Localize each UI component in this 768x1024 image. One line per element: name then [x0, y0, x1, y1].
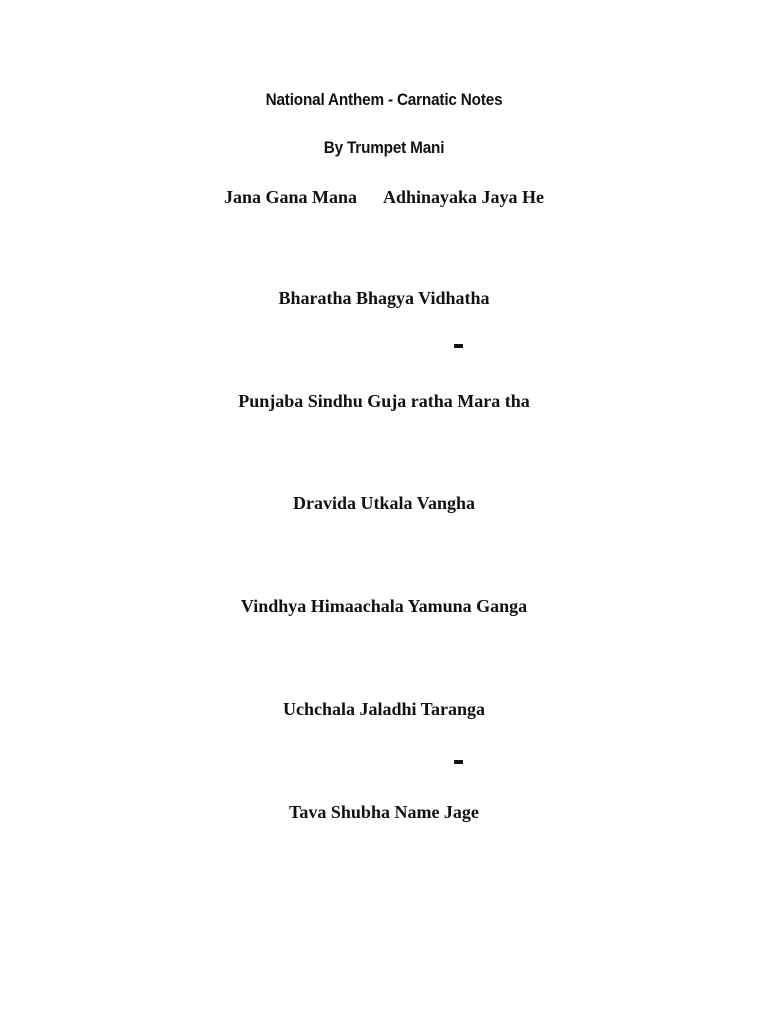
lyric-line-4: Dravida Utkala Vangha — [292, 493, 476, 513]
lyric-line-6: Uchchala Jaladhi Taranga — [282, 699, 486, 719]
lyric-line-5: Vindhya Himaachala Yamuna Ganga — [240, 596, 528, 616]
lyric-line-2: Bharatha Bhagya Vidhatha — [278, 288, 490, 308]
lyric-line-1-part-b: Adhinayaka Jaya He — [382, 187, 545, 207]
lyric-line-1 — [0, 187, 768, 208]
dash-mark — [454, 760, 463, 764]
lyric-line-7: Tava Shubha Name Jage — [289, 802, 479, 822]
lyric-line-1-part-a: Jana Gana Mana — [223, 187, 357, 207]
document-title: National Anthem - Carnatic Notes — [265, 90, 503, 109]
lyric-line-3: Punjaba Sindhu Guja ratha Mara tha — [238, 391, 530, 411]
document-byline: By Trumpet Mani — [323, 138, 445, 157]
dash-mark — [454, 344, 463, 348]
